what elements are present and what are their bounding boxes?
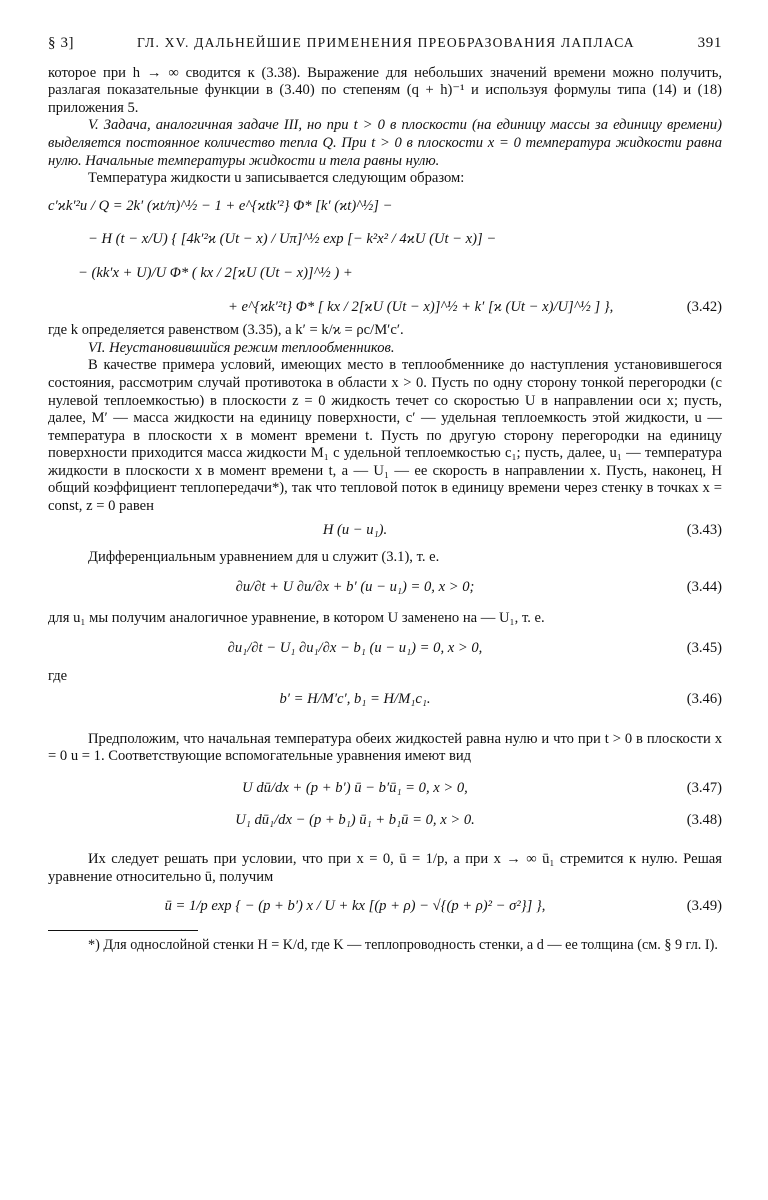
eq346-number: (3.46) [686,691,722,708]
equation-3-48 [48,812,722,830]
eq342-line-1: c′ϰk′²u / Q = 2k′ (ϰt/π)^½ − 1 + e^{ϰtk′²} Φ* [k′ (ϰt)^½] − [48,197,393,214]
eq345-number: (3.45) [686,640,722,657]
eq342-line-2: − H (t − x/U) { [4k′²ϰ (Ut − x) / Uπ]^½ exp [− k²x² / 4ϰU (Ut − x)] − [88,231,497,248]
paragraph-11: Их следует решать при условии, что при x = 0, ū = 1/p, а при x → ∞ ū₁ стремится к нулю. Решая уравнение относительно ū, получим [48,851,722,885]
paragraph-9: где [48,667,68,684]
paragraph-7: Дифференциальным уравнением для u служит (3.1), т. е. [88,549,440,566]
eq348-number: (3.48) [686,811,722,828]
eq342-number: (3.42) [686,298,722,315]
eq347-number: (3.47) [686,780,722,796]
section-ref: § 3] [48,35,75,51]
eq349-number: (3.49) [686,898,722,915]
footnote-rule [48,930,198,931]
eq342-line-4-row [48,299,722,317]
equation-3-45 [48,640,722,658]
page-header [48,34,722,53]
equation-3-49 [48,898,722,916]
equation-3-46 [48,691,722,709]
eq347-body: U dū/dx + (p + b′) ū − b′ū₁ = 0, x > 0, [242,780,468,796]
equation-3-47 [48,780,722,798]
equation-3-44 [48,579,722,597]
book-page [48,34,722,955]
eq348-body: U₁ dū₁/dx − (p + b₁) ū₁ + b₁ū = 0, x > 0. [235,811,475,828]
eq343-body: H (u − u₁). [322,521,388,538]
paragraph-8: для u₁ мы получим аналогичное уравнение, в котором U заменено на — U₁, т. е. [48,610,545,627]
eq342-line-3: − (kk′x + U)/U Φ* ( kx / 2[ϰU (Ut − x)]^½ ) + [78,264,353,281]
eq349-body: ū = 1/p exp { − (p + b′) x / U + kx [(p + ρ) − √{(p + ρ)² − σ²}] }, [164,898,546,915]
problem-v-statement: V. Задача, аналогичная задаче III, но при t > 0 в плоскости (на единицу массы за единицу времени) выделяется постоянное количество тепла Q. При t > 0 в плоскости x = 0 температура жидкости равна нулю. Начальные температуры жидкости и тела равны нулю. [48,117,722,169]
page-number: 391 [697,35,722,51]
eq343-number: (3.43) [686,521,722,538]
section-vi-heading: VI. Неустановившийся режим теплообменников. [88,339,395,356]
paragraph-6: В качестве примера условий, имеющих место в теплообменнике до наступления установившегося состояния, рассмотрим случай противотока в области x > 0. Пусть по одну сторону тонкой перегородки (с нулевой теплоемкостью) в плоскости z = 0 жидкость течет со скоростью U в направлении оси x; пусть, далее, M′ — масса жидкости на единицу поверхности, c′ — удельная теплоемкость этой жидкости, u — температура в плоскости x в момент времени t. Пусть по другую сторону перегородки на единицу поверхности приходится масса жидкости M₁ с удельной теплоемкостью c₁; пусть, далее, u₁ — температура жидкости в плоскости x в момент времени t, а — U₁ — ее скорость в направлении x. Пусть, наконец, H общий коэффициент теплопередачи*), так что тепловой поток в единицу времени через стенку в точках x = const, z = 0 равен [48,357,722,515]
paragraph-1: которое при h → ∞ сводится к (3.38). Выражение для небольших значений времени можно получить, разлагая показательные функции в (3.40) по степеням (q + h)⁻¹ и используя формулы типа (14) и (18) приложения 5. [48,64,722,116]
eq346-body: b′ = H/M′c′, b₁ = H/M₁c₁. [279,691,431,708]
paragraph-10: Предположим, что начальная температура обеих жидкостей равна нулю и что при t > 0 в плоскости x = 0 u = 1. Соответствующие вспомогательные уравнения имеют вид [48,730,722,765]
paragraph-4: где k определяется равенством (3.35), а k′ = k/ϰ = ρc/M′c′. [48,322,404,339]
eq345-body: ∂u₁/∂t − U₁ ∂u₁/∂x − b₁ (u − u₁) = 0, x > 0, [227,640,483,657]
eq344-body: ∂u/∂t + U ∂u/∂x + b′ (u − u₁) = 0, x > 0; [235,578,475,595]
equation-3-42 [48,198,722,316]
eq342-line-4: + e^{ϰk′²t} Φ* [ kx / 2[ϰU (Ut − x)]^½ + k′ [ϰ (Ut − x)/U]^½ ] }, [228,298,614,315]
footnote: *) Для однослойной стенки H = K/d, где K — теплопроводность стенки, а d — ее толщина (см. § 9 гл. I). [88,936,718,953]
equation-3-43 [48,522,722,540]
running-title: ГЛ. XV. ДАЛЬНЕЙШИЕ ПРИМЕНЕНИЯ ПРЕОБРАЗОВАНИЯ ЛАПЛАСА [137,35,635,50]
eq344-number: (3.44) [686,578,722,595]
paragraph-3: Температура жидкости u записывается следующим образом: [88,170,465,187]
